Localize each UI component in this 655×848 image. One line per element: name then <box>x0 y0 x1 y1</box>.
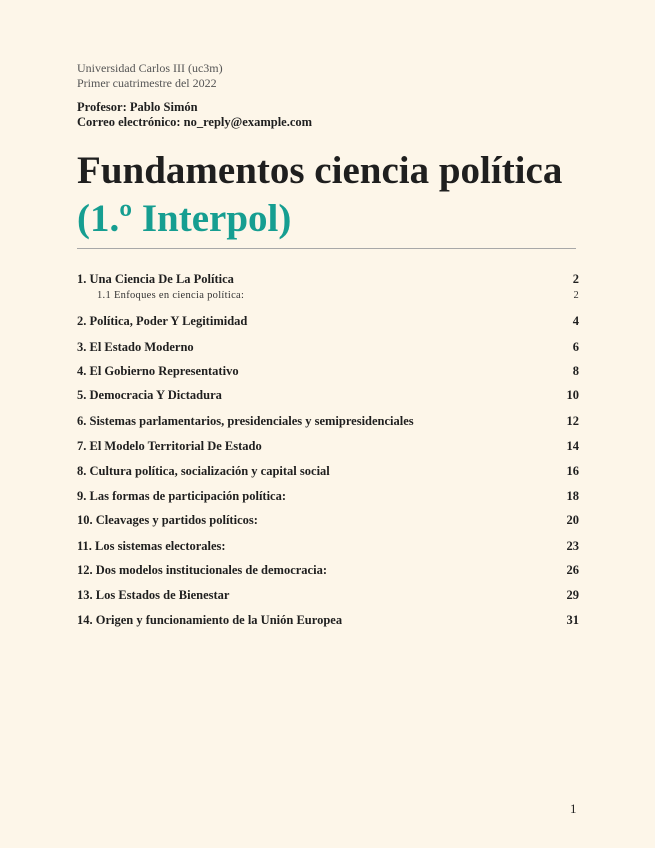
toc-entry-page: 8 <box>572 364 579 378</box>
toc-entry-page: 16 <box>566 464 579 478</box>
toc-entry-page: 26 <box>566 563 579 577</box>
toc-entry-label: 5. Democracia Y Dictadura <box>77 388 222 402</box>
university-name: Universidad Carlos III (uc3m) <box>77 61 223 75</box>
toc-entry-page: 31 <box>566 613 579 627</box>
toc-entry-page: 14 <box>566 439 579 453</box>
toc-entry-14[interactable] <box>77 613 579 630</box>
toc-entry-6[interactable] <box>77 414 579 431</box>
toc-entry-label: 3. El Estado Moderno <box>77 340 194 354</box>
toc-entry-page: 12 <box>566 414 579 428</box>
toc-entry-label: 14. Origen y funcionamiento de la Unión Europea <box>77 613 343 627</box>
toc-entry-page: 2 <box>573 290 579 301</box>
toc-entry-5[interactable] <box>77 388 579 405</box>
toc-entry-page: 29 <box>566 588 579 602</box>
toc-entry-label: 8. Cultura política, socialización y capital social <box>77 464 330 478</box>
toc-entry-label: 12. Dos modelos institucionales de democracia: <box>77 563 327 577</box>
document-title: Fundamentos ciencia política <box>77 149 563 192</box>
toc-entry-label: 2. Política, Poder Y Legitimidad <box>77 314 248 328</box>
toc-entry-label: 1.1 Enfoques en ciencia política: <box>97 290 245 301</box>
toc-entry-10[interactable] <box>77 513 579 530</box>
toc-entry-label: 9. Las formas de participación política: <box>77 489 287 503</box>
toc-entry-label: 1. Una Ciencia De La Política <box>77 272 234 286</box>
toc-entry-3[interactable] <box>77 340 579 357</box>
course-info <box>77 61 223 91</box>
toc-entry-1[interactable] <box>77 272 579 289</box>
toc-entry-label: 13. Los Estados de Bienestar <box>77 588 230 602</box>
toc-entry-4[interactable] <box>77 364 579 381</box>
professor-email: Correo electrónico: no_reply@example.com <box>77 115 313 129</box>
toc-entry-label: 7. El Modelo Territorial De Estado <box>77 439 262 453</box>
toc-entry-2[interactable] <box>77 314 579 331</box>
toc-entry-page: 23 <box>566 539 579 553</box>
toc-entry-label: 6. Sistemas parlamentarios, presidenciales y semipresidenciales <box>77 414 414 428</box>
toc-entry-9[interactable] <box>77 489 579 506</box>
toc-entry-page: 18 <box>566 489 579 503</box>
toc-entry-label: 11. Los sistemas electorales: <box>77 539 226 553</box>
toc-entry-8[interactable] <box>77 464 579 481</box>
page-number: 1 <box>570 801 577 816</box>
toc-entry-page: 20 <box>566 513 579 527</box>
toc-entry-page: 6 <box>572 340 579 354</box>
toc-entry-page: 4 <box>572 314 579 328</box>
term-label: Primer cuatrimestre del 2022 <box>77 76 217 90</box>
document-subtitle: (1.º Interpol) <box>77 197 292 240</box>
professor-info <box>77 100 312 130</box>
toc-entry-7[interactable] <box>77 439 579 456</box>
toc-entry-label: 4. El Gobierno Representativo <box>77 364 239 378</box>
toc-entry-13[interactable] <box>77 588 579 605</box>
title-divider <box>77 248 576 249</box>
toc-entry-page: 2 <box>572 272 579 286</box>
toc-entry-12[interactable] <box>77 563 579 580</box>
toc-entry-label: 10. Cleavages y partidos políticos: <box>77 513 258 527</box>
toc-entry-1-1[interactable] <box>97 290 579 307</box>
toc-entry-page: 10 <box>566 388 579 402</box>
toc-entry-11[interactable] <box>77 539 579 556</box>
professor-name: Profesor: Pablo Simón <box>77 100 198 114</box>
